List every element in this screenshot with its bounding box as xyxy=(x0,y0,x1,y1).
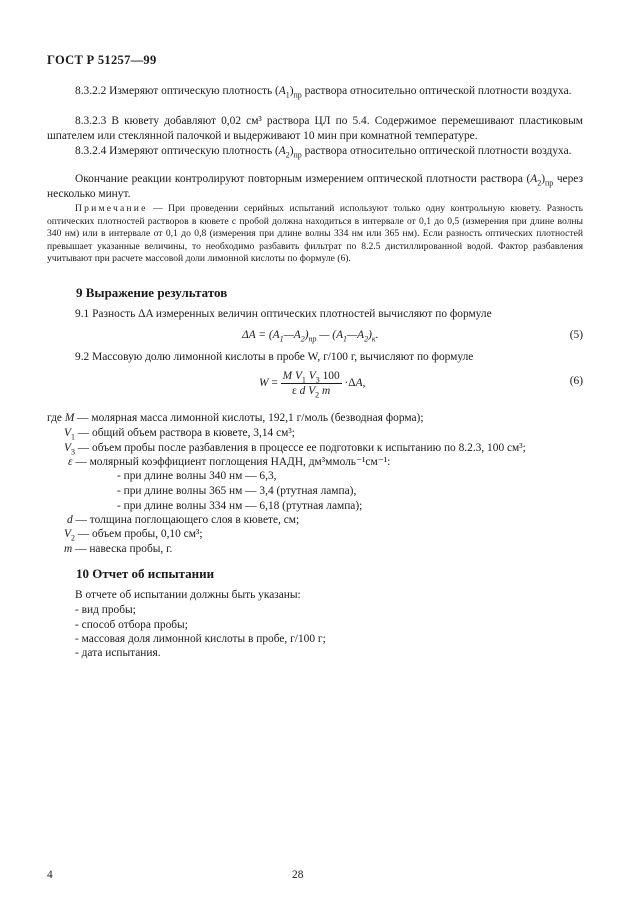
page-number-left: 4 xyxy=(47,869,53,881)
equation-6-number: (6) xyxy=(569,375,583,387)
report-list-item: - массовая доля лимонной кислоты в пробе, г/100 г; xyxy=(75,633,326,645)
equation-5-number: (5) xyxy=(569,329,583,341)
legend-row-epsilon: ε — молярный коэффициент поглощения НАДН, дм³ммоль⁻¹см⁻¹: xyxy=(68,456,391,468)
report-list-item: - дата испытания. xyxy=(75,647,161,659)
legend-row-m: m — навеска пробы, г. xyxy=(64,543,173,555)
document-header: ГОСТ Р 51257—99 xyxy=(47,53,157,67)
paragraph-8-3-2-3: 8.3.2.3 В кювету добавляют 0,02 см³ раствора ЦЛ по 5.4. Содержимое перемешивают пластиковым шпателем или стеклянной палочкой и выдерживают 10 мин при комнатной температуре. xyxy=(47,115,583,142)
legend-row-V3: $V_3$ — объем пробы после разбавления в процессе ее подготовки к испытанию по 8.2.3, 100 см³; xyxy=(64,442,526,457)
paragraph-9-1: 9.1 Разность ΔA измеренных величин оптических плотностей вычисляют по формуле xyxy=(75,308,492,320)
legend-row-V1: $V_1$ — общий объем раствора в кювете, 3,14 см³; xyxy=(64,427,295,442)
wavelength-item: - при длине волны 340 нм — 6,3, xyxy=(117,470,277,482)
page-number-center: 28 xyxy=(292,869,304,881)
paragraph-8-3-2-4: 8.3.2.4 Измеряют оптическую плотность $(A_2)_{пр}$ раствора относительно оптической плотности воздуха. xyxy=(75,145,572,160)
section-9-title: 9 Выражение результатов xyxy=(76,285,228,300)
note-label: Примечание xyxy=(75,203,148,214)
equation-5: $\Delta A = (A_1—A_2)_{пр}$ — $(A_1—A_2)_к$. xyxy=(242,329,379,344)
report-list-item: - способ отбора пробы; xyxy=(75,619,188,631)
note-paragraph: Примечание — При проведении серийных испытаний используют только одну контрольную кювету. Разность оптических плотностей растворов в кювете с пробой должна находиться в интервале от 0,1 до 0,5 (измерения при длине волны 340 нм) или в интервале от 0,1 до 0,8 (измерения при длине волны 334 нм или 365 нм). Если разность оптических плотностей превышает указанные величины, то необходимо разбавить фильтрат по 8.2.5 дистиллированной водой. Фактор разбавления учитывают при расчете массовой доли лимонной кислоты по формуле (6). xyxy=(47,203,583,264)
paragraph-reaction-end: Окончание реакции контролируют повторным измерением оптической плотности раствора $(A_2)_{пр}$ через несколько минут. xyxy=(47,173,584,200)
legend-row-M: где M — молярная масса лимонной кислоты, 192,1 г/моль (безводная форма); xyxy=(47,412,424,424)
wavelength-item: - при длине волны 334 нм — 6,18 (ртутная лампа); xyxy=(117,500,363,512)
paragraph-9-2: 9.2 Массовую долю лимонной кислоты в пробе W, г/100 г, вычисляют по формуле xyxy=(75,351,474,363)
equation-6: W = $\frac{M V_1 V_3 100}{\varepsilon d V_2 m}$ ·ΔA, xyxy=(259,370,366,400)
paragraph-8-3-2-2: 8.3.2.2 Измеряют оптическую плотность $(A_1)_{пр}$ раствора относительно оптической плотности воздуха. xyxy=(75,85,572,100)
wavelength-item: - при длине волны 365 нм — 3,4 (ртутная лампа), xyxy=(117,485,357,497)
report-intro: В отчете об испытании должны быть указаны: xyxy=(75,589,301,601)
legend-row-d: d — толщина поглощающего слоя в кювете, см; xyxy=(67,514,300,526)
legend-row-V2: $V_2$ — объем пробы, 0,10 см³; xyxy=(64,528,203,543)
report-list-item: - вид пробы; xyxy=(75,604,136,616)
section-10-title: 10 Отчет об испытании xyxy=(76,566,215,581)
